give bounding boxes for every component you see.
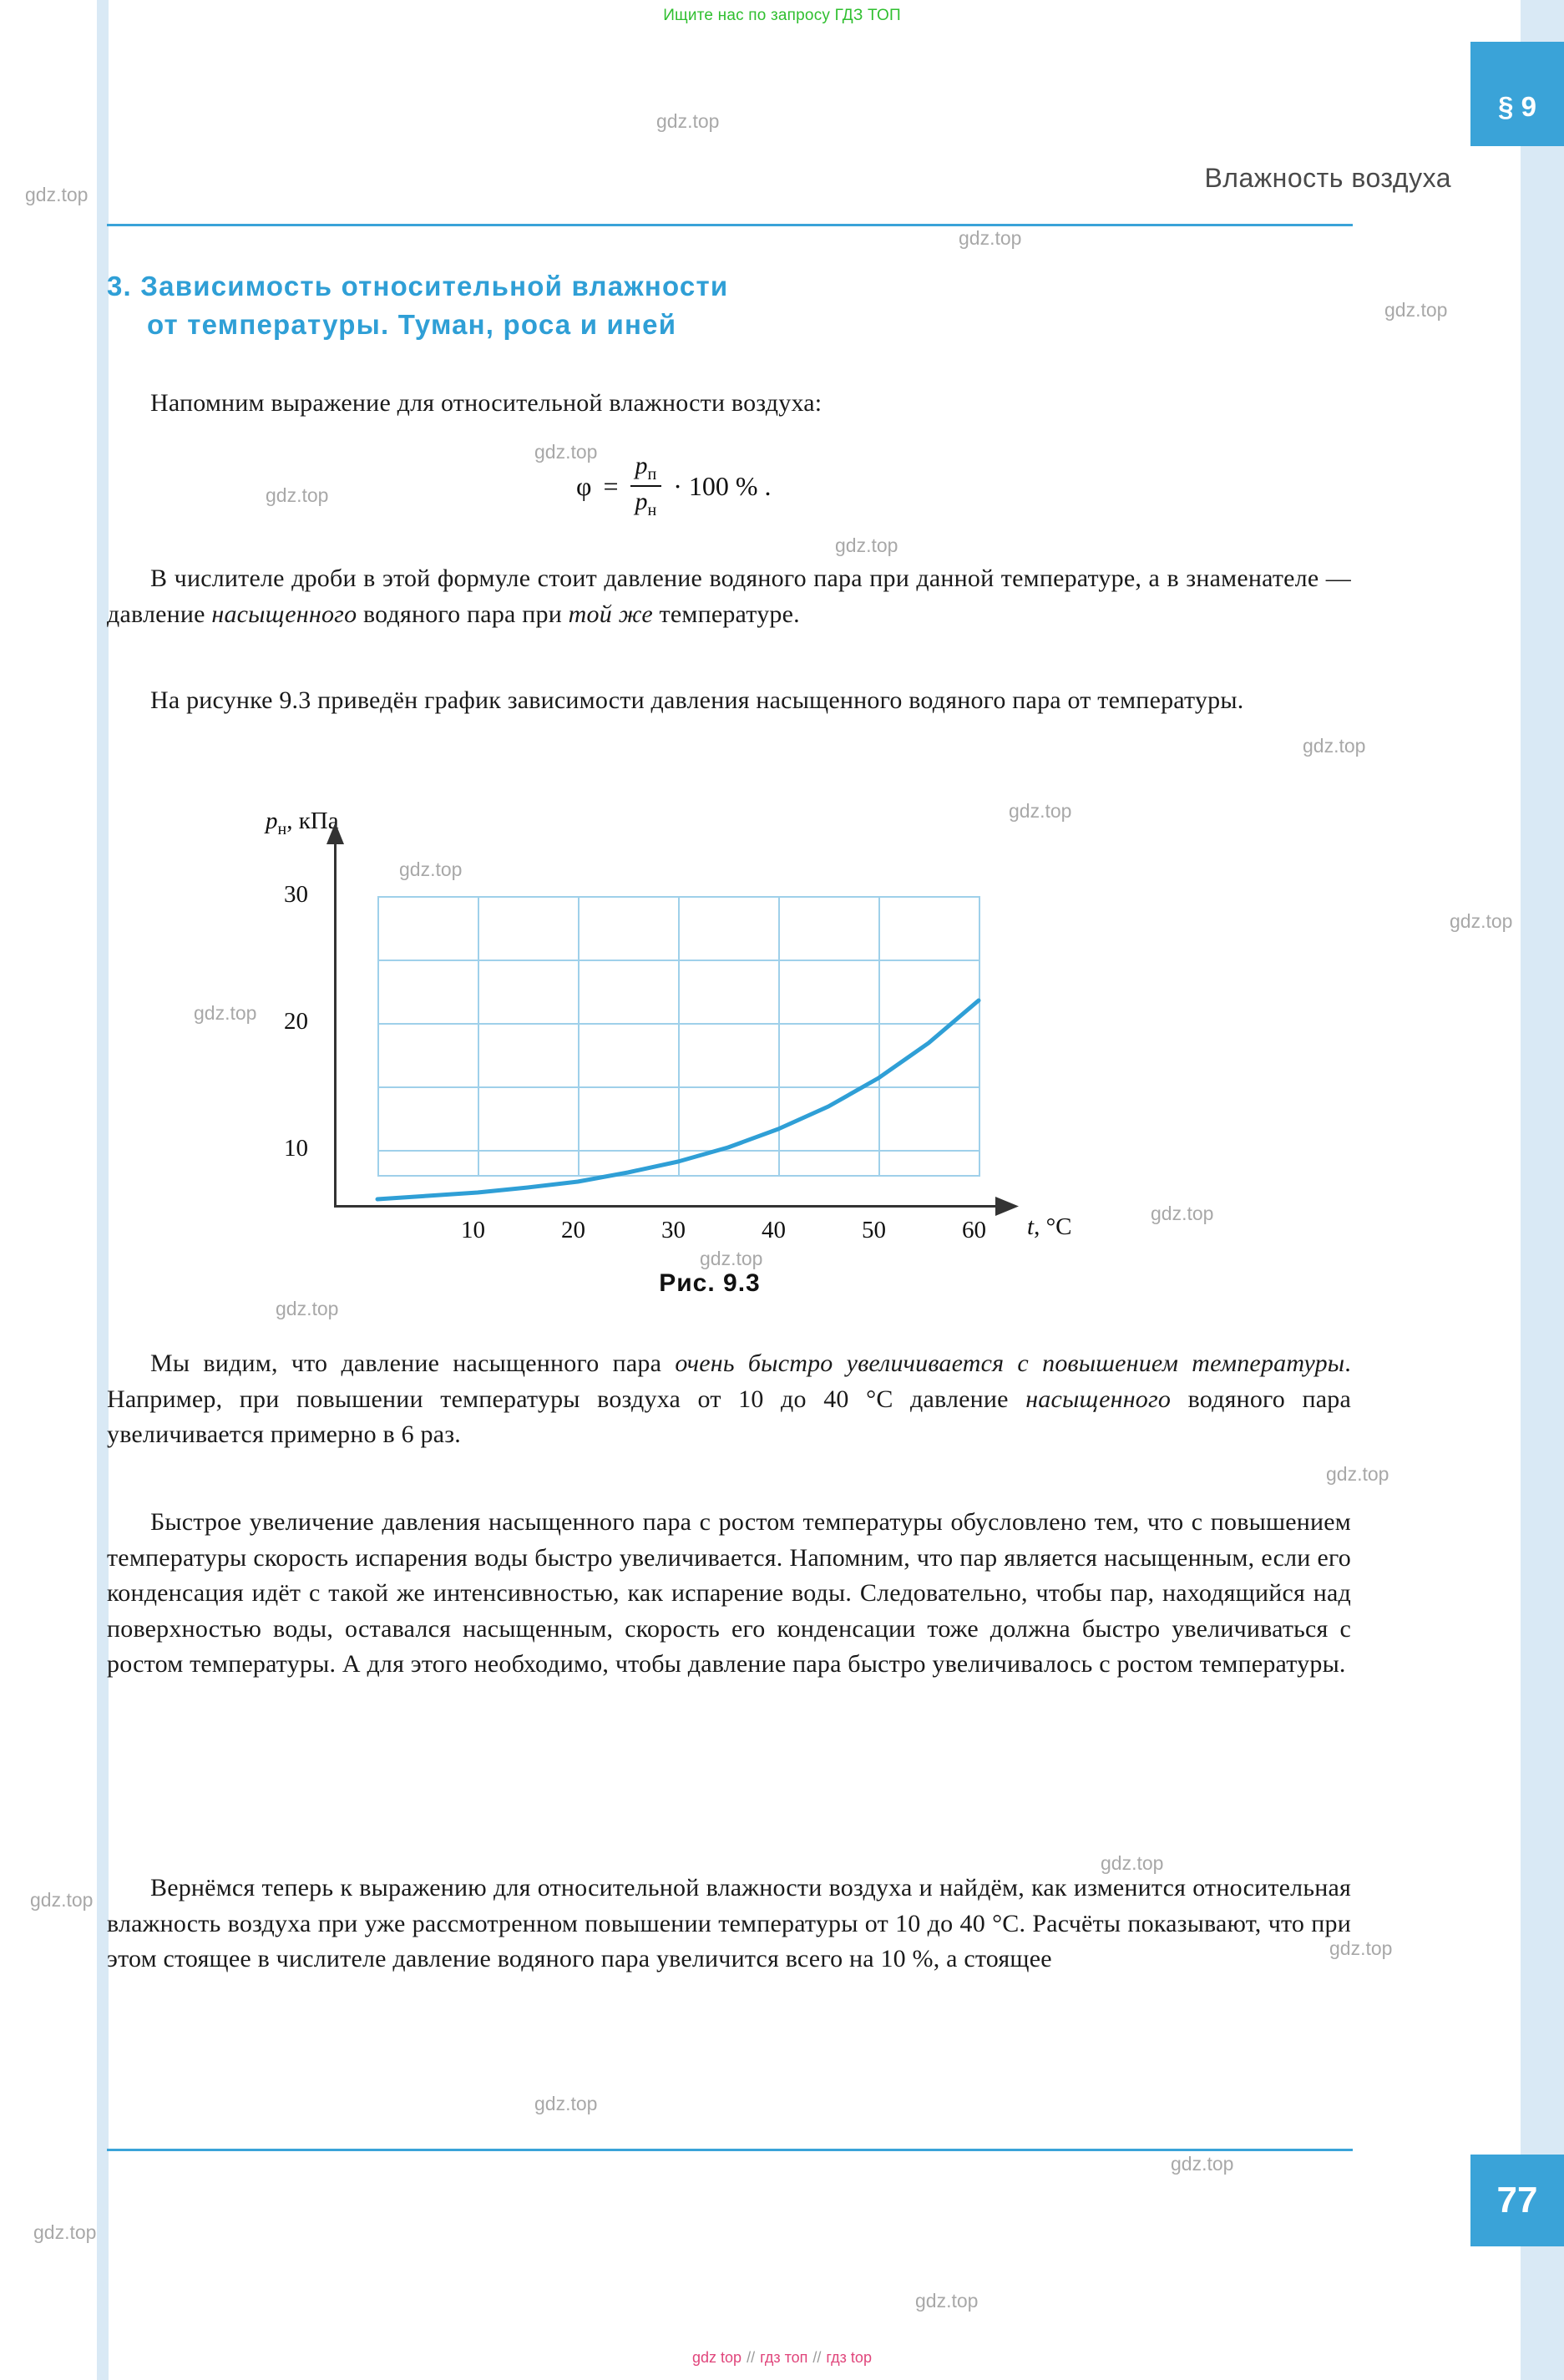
paragraph-2-italic-2: той же <box>568 600 653 628</box>
footer-link-3[interactable]: гдз top <box>826 2349 872 2366</box>
y-tick-30: 30 <box>284 881 308 908</box>
watermark: gdz.top <box>915 2290 979 2312</box>
paragraph-4-c: водяного пара увеличивается примерно в 6 раз. <box>107 1385 1351 1449</box>
paragraph-4-a: Мы видим, что давление насыщенного пара <box>150 1350 676 1377</box>
watermark: gdz.top <box>959 227 1022 249</box>
paragraph-4-italic-2: насыщенного <box>1025 1385 1172 1413</box>
section-heading-line2: от температуры. Туман, роса и иней <box>147 308 677 340</box>
x-tick-10: 10 <box>461 1217 485 1243</box>
left-margin-strip <box>97 0 109 2380</box>
formula-equals: = <box>603 470 619 501</box>
paragraph-2-b: водяного пара при <box>357 600 569 628</box>
saturation-pressure-curve <box>251 798 1169 1315</box>
watermark: gdz.top <box>1326 1463 1389 1485</box>
paragraph-2-a: В числителе дроби в этой формуле стоит давление водяного пара при данной температуре, а в знаменателе — давление <box>107 565 1351 628</box>
formula-denominator: $p_н$ <box>635 488 657 519</box>
formula-rhs: · 100 % . <box>673 470 772 501</box>
watermark: gdz.top <box>33 2221 97 2243</box>
footer-links: gdz top // гдз топ // гдз top <box>692 2349 872 2366</box>
paragraph-5: Быстрое увеличение давления насыщенного пара с ростом температуры обусловлено тем, что с повышением температуры скорость испарения воды быстро увеличивается. Напомним, что пар является насыщенным, если его конденсация идёт с такой же интенсивностью, как испарение воды. Следовательно, чтобы пар, находящийся над поверхностью воды, оставался насыщенным, скорость его конденсации тоже должна быстро увеличиваться с ростом температуры. А для этого необходимо, чтобы давление пара быстро увеличивалось с ростом температуры. <box>107 1508 1351 1679</box>
x-tick-50: 50 <box>862 1217 886 1243</box>
paragraph-2 <box>107 561 1351 632</box>
watermark: gdz.top <box>835 534 898 556</box>
paragraph-4-italic-1: очень быстро увеличивается с повышением температуры <box>675 1350 1345 1377</box>
header-divider <box>107 224 1353 226</box>
paragraph-2-italic-1: насыщенного <box>211 600 357 628</box>
paragraph-1: Напомним выражение для относительной влажности воздуха: <box>150 389 822 417</box>
figure-9-3 <box>251 798 1169 1315</box>
x-tick-20: 20 <box>561 1217 585 1243</box>
watermark: gdz.top <box>30 1889 94 1911</box>
watermark: gdz.top <box>656 110 720 132</box>
page-title: Влажность воздуха <box>1204 163 1451 193</box>
figure-caption: Рис. 9.3 <box>659 1269 761 1297</box>
formula-fraction <box>630 451 662 521</box>
watermark: gdz.top <box>399 858 463 880</box>
paragraph-6: Вернёмся теперь к выражению для относительной влажности воздуха и найдём, как изменится относительная влажность воздуха при уже рассмотренном повышении температуры от 10 до 40 °C. Расчёты показывают, что при этом стоящее в числителе давление водяного пара увеличится всего на 10 %, а стоящее <box>107 1874 1351 1973</box>
formula-phi: φ <box>576 470 592 501</box>
watermark: gdz.top <box>266 484 329 506</box>
watermark: gdz.top <box>1101 1852 1164 1874</box>
promo-banner: Ищите нас по запросу ГДЗ ТОП <box>663 7 901 24</box>
right-margin-strip <box>1521 0 1564 2380</box>
footer-link-2[interactable]: гдз топ <box>760 2349 808 2366</box>
watermark: gdz.top <box>1450 910 1513 932</box>
watermark: gdz.top <box>1303 735 1366 757</box>
watermark: gdz.top <box>534 2093 598 2114</box>
watermark: gdz.top <box>1384 299 1448 321</box>
paragraph-4-b: . Например, при повышении температуры воздуха от 10 до 40 °C давление <box>107 1350 1351 1413</box>
section-heading <box>107 267 1167 343</box>
page-number: 77 <box>1470 2155 1564 2246</box>
x-tick-30: 30 <box>661 1217 686 1243</box>
section-heading-line1: 3. Зависимость относительной влажности <box>107 271 729 301</box>
paragraph-2-c: температуре. <box>652 600 800 628</box>
y-axis-label: $p_н$, кПа <box>266 808 339 838</box>
watermark: gdz.top <box>1009 800 1072 822</box>
watermark: gdz.top <box>1151 1203 1214 1224</box>
y-tick-10: 10 <box>284 1135 308 1162</box>
watermark: gdz.top <box>194 1002 257 1024</box>
x-axis-label: t, °C <box>1027 1213 1072 1240</box>
watermark: gdz.top <box>700 1248 763 1269</box>
watermark: gdz.top <box>1171 2153 1234 2175</box>
watermark: gdz.top <box>276 1298 339 1319</box>
relative-humidity-formula <box>576 451 772 521</box>
y-tick-20: 20 <box>284 1008 308 1035</box>
section-tab: § 9 <box>1470 42 1564 146</box>
watermark: gdz.top <box>534 441 598 463</box>
footer-divider <box>107 2149 1353 2151</box>
formula-numerator: $p_п$ <box>635 452 657 484</box>
watermark: gdz.top <box>1329 1937 1393 1959</box>
paragraph-3: На рисунке 9.3 приведён график зависимости давления насыщенного водяного пара от температуры. <box>150 686 1244 714</box>
paragraph-4 <box>107 1346 1351 1453</box>
x-tick-40: 40 <box>762 1217 786 1243</box>
watermark: gdz.top <box>25 184 89 205</box>
footer-link-1[interactable]: gdz top <box>692 2349 742 2366</box>
x-tick-60: 60 <box>962 1217 986 1243</box>
